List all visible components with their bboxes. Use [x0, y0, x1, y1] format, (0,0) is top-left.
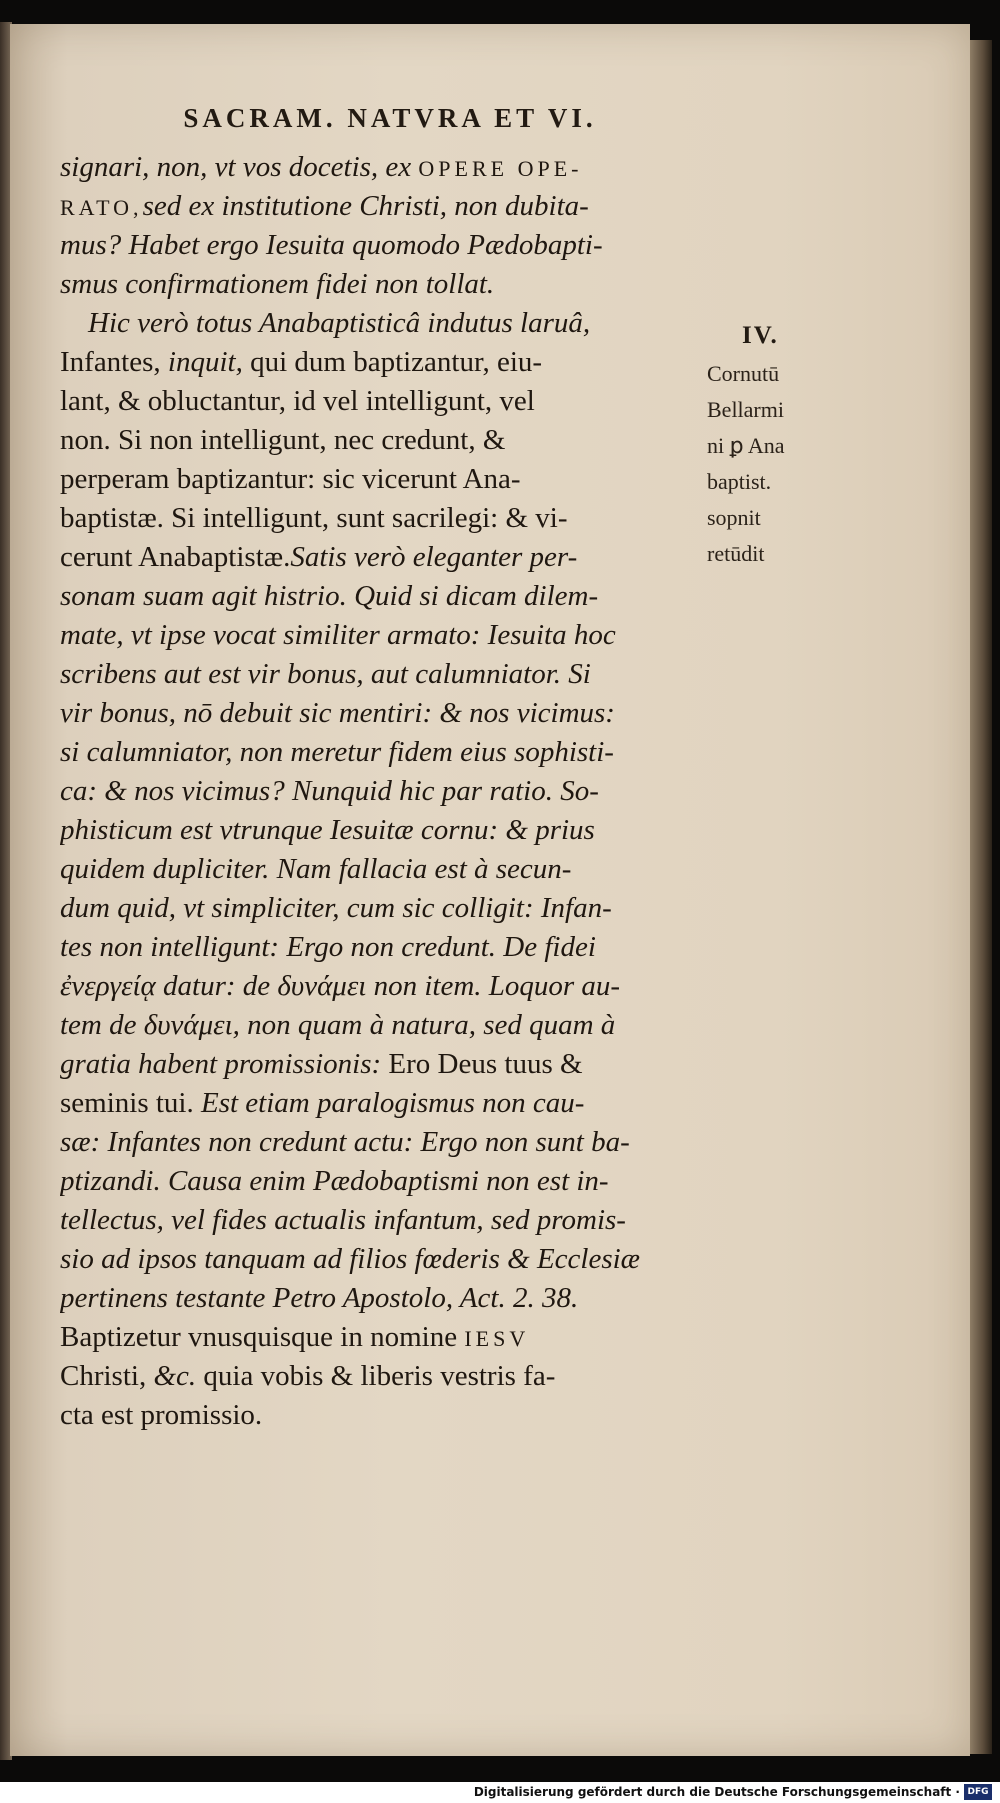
text-line: scribens aut est vir bonus, aut calumniator. Si [60, 658, 591, 690]
text-line: mate, vt ipse vocat similiter armato: Iesuita hoc [60, 619, 616, 651]
text-line: pertinens testante Petro Apostolo, Act. 2. 38. [60, 1282, 579, 1314]
marginal-note-line: baptist. [707, 469, 772, 494]
marginal-note-line: ni ꝑ Ana [707, 433, 785, 458]
text-line: phisticum est vtrunque Iesuitæ cornu: & prius [60, 814, 595, 846]
text-line: seminis tui. Est etiam paralogismus non cau- [60, 1087, 585, 1119]
text-line: non. Si non intelligunt, nec credunt, & [60, 424, 506, 456]
running-head: SACRAM. NATVRA ET VI. [183, 103, 597, 133]
digitization-footer [0, 1782, 1000, 1803]
marginal-note-line: retūdit [707, 541, 765, 566]
text-line: mus? Habet ergo Iesuita quomodo Pædobapti- [60, 229, 603, 261]
main-text-block [60, 148, 702, 1435]
text-line: Infantes, inquit, qui dum baptizantur, eiu- [60, 346, 543, 378]
margin-section-numeral: IV. [742, 322, 779, 349]
text-line: sonam suam agit histrio. Quid si dicam dilem- [60, 580, 599, 612]
text-line: gratia habent promissionis: Ero Deus tuus & [60, 1048, 583, 1080]
text-line: lant, & obluctantur, id vel intelligunt, vel [60, 385, 535, 417]
text-line: sio ad ipsos tanquam ad filios fœderis & Ecclesiæ [60, 1243, 641, 1275]
text-line: cta est promissio. [60, 1399, 263, 1431]
text-line: tes non intelligunt: Ergo non credunt. De fidei [60, 931, 596, 963]
text-line: signari, non, vt vos docetis, ex OPERE OPE- [60, 151, 583, 183]
text-line: Christi, &c. quia vobis & liberis vestris fa- [60, 1360, 556, 1392]
funding-credit: Digitalisierung gefördert durch die Deutsche Forschungsgemeinschaft · [473, 1785, 960, 1799]
text-line: Baptizetur vnusquisque in nomine IESV [60, 1321, 530, 1353]
text-line: baptistæ. Si intelligunt, sunt sacrilegi: & vi- [60, 502, 568, 534]
marginal-note-line: Cornutū [707, 361, 780, 386]
scan-border-bottom [0, 1760, 1000, 1782]
text-line: tellectus, vel fides actualis infantum, sed promis- [60, 1204, 626, 1236]
text-line: RATO,sed ex institutione Christi, non dubita- [60, 190, 589, 222]
page-edge-right [970, 40, 992, 1754]
text-line: vir bonus, nō debuit sic mentiri: & nos vicimus: [60, 697, 615, 729]
text-line: quidem dupliciter. Nam fallacia est à secun- [60, 853, 572, 885]
text-line: dum quid, vt simpliciter, cum sic colligit: Infan- [60, 892, 612, 924]
text-line: Hic verò totus Anabaptisticâ indutus laruâ, [88, 307, 591, 339]
dfg-logo: DFG [964, 1784, 992, 1800]
marginal-note [707, 356, 827, 572]
text-line: ca: & nos vicimus? Nunquid hic par ratio. So- [60, 775, 599, 807]
text-line: ptizandi. Causa enim Pædobaptismi non est in- [60, 1165, 609, 1197]
text-line: si calumniator, non meretur fidem eius sophisti- [60, 736, 614, 768]
text-line: tem de δυνάμει, non quam à natura, sed quam à [60, 1009, 616, 1041]
text-line: ἐνεργείᾳ datur: de δυνάμει non item. Loquor au- [60, 970, 621, 1002]
text-line: sæ: Infantes non credunt actu: Ergo non sunt ba- [60, 1126, 630, 1158]
marginal-note-line: Bellarmi [707, 397, 784, 422]
marginal-note-line: sopnit [707, 505, 761, 530]
text-line: smus confirmationem fidei non tollat. [60, 268, 495, 300]
text-line: perperam baptizantur: sic vicerunt Ana- [60, 463, 521, 495]
text-line: cerunt Anabaptistæ.Satis verò eleganter per- [60, 541, 578, 573]
